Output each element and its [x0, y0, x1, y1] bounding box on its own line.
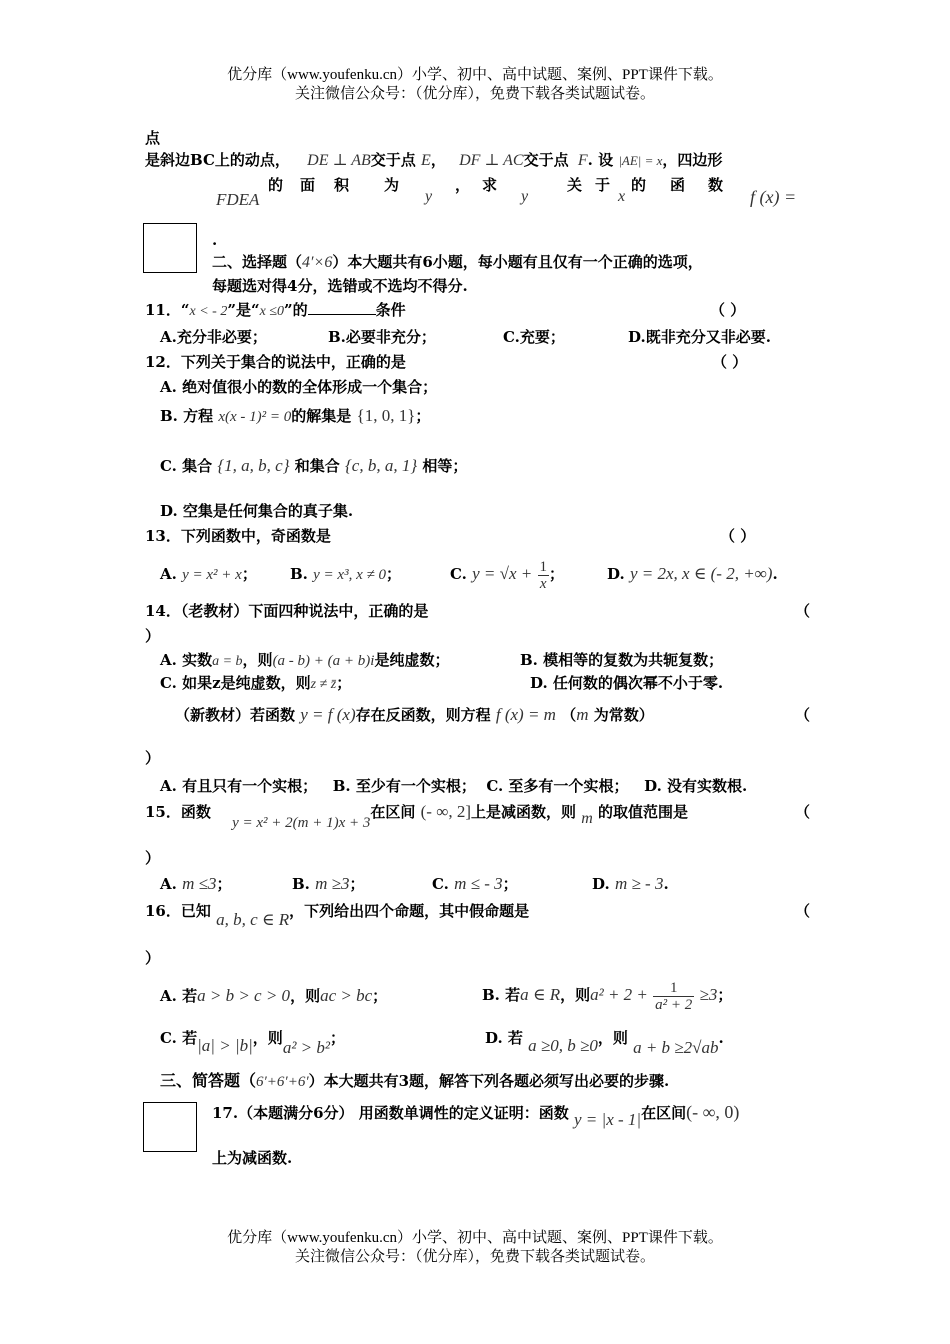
q10-y2: y — [521, 188, 529, 205]
q13-option-d: D. y = 2x, x ∈ (- 2, +∞). — [607, 564, 778, 583]
q14-option-b: B. 模相等的复数为共轭复数； — [520, 651, 724, 669]
q10-word-6: 求 — [482, 176, 498, 194]
q14-new-paren-open: （ — [795, 706, 811, 724]
fraction: $\frac{1}{\text{a² + 2}}$ — [655, 979, 693, 1013]
answer-blank[interactable] — [308, 300, 376, 315]
q10-fdea: FDEA — [216, 190, 260, 209]
q13-option-a: A. y = x² + x； — [160, 565, 257, 583]
q12-option-c: C. 集合 {1, a, b, c} 和集合 {c, b, a, 1} 相等； — [160, 456, 468, 475]
q15-option-b: B. m ≥3； — [292, 874, 365, 893]
q14-option-d: D. 任何数的偶次幂不小于零. — [530, 674, 724, 692]
q10-y1: y — [425, 188, 433, 205]
q10-word-4: 为 — [384, 176, 400, 194]
q16-stem: 16．已知 a, b, c ∈ R，下列给出四个命题，其中假命题是 — [145, 902, 530, 929]
q12-stem: 12．下列关于集合的说法中，正确的是 — [145, 353, 406, 371]
q10-word-3: 积 — [334, 176, 350, 194]
header-line-1: 优分库（www.youfenku.cn）小学、初中、高中试题、案例、PPT课件下载。 — [227, 67, 723, 83]
q10-end: . — [212, 231, 218, 249]
q10-word-1: 的 — [268, 176, 284, 194]
q11-option-a: A.充分非必要； — [160, 328, 267, 346]
q15-paren-close: ） — [145, 849, 161, 867]
footer-line-1: 优分库（www.youfenku.cn）小学、初中、高中试题、案例、PPT课件下载。 — [227, 1230, 723, 1246]
q12-option-d: D. 空集是任何集合的真子集. — [160, 502, 354, 520]
q12-answer-paren: （ ） — [712, 353, 748, 371]
q16-option-b: B. 若a ∈ R，则a² + 2 + $\frac{1}{\text{a² + 2}}$ ≥3； — [482, 979, 733, 1013]
q14-stem: 14．（老教材）下面四种说法中，正确的是 — [145, 602, 429, 620]
q14-option-a: A. 实数a = b，则(a - b) + (a + b)i是纯虚数； — [160, 651, 450, 669]
footer-line-2: 关注微信公众号：（优分库），免费下载各类试题试卷。 — [294, 1249, 655, 1265]
q10-line-1: 是斜边BC上的动点， DE ⊥ AB交于点 E， DF ⊥ AC交于点 F. 设 |AE| = x，四边形 — [145, 151, 723, 169]
q12-option-a: A. 绝对值很小的数的全体形成一个集合； — [160, 378, 438, 396]
q13-stem: 13．下列函数中，奇函数是 — [145, 527, 331, 545]
q15-option-d: D. m ≥ - 3. — [592, 874, 669, 893]
q10-word-2: 面 — [300, 176, 316, 194]
q10-fx: f (x) = — [750, 187, 797, 207]
q16-paren-open: （ — [795, 902, 811, 920]
q11-answer-paren: （ ） — [710, 301, 746, 319]
q11-option-c: C.充要； — [503, 328, 565, 346]
q11-stem: 11．“x < - 2”是“x ≤0”的 条件 — [145, 301, 406, 319]
q10-word-8: 于 — [595, 176, 611, 194]
q17-stem-line-2: 上为减函数. — [212, 1149, 293, 1167]
section-3-title: 三、简答题（6′+6′+6′）本大题共有3题，解答下列各题必须写出必要的步骤. — [160, 1071, 670, 1090]
q14-option-c: C. 如果z是纯虚数，则z ≠ z̄； — [160, 674, 352, 692]
q16-option-d: D. 若 a ≥0, b ≥0，则 a + b ≥2√ab. — [485, 1029, 724, 1057]
q14-new-paren-close: ） — [145, 749, 161, 767]
q15-option-c: C. m ≤ - 3； — [432, 874, 518, 893]
q10-word-9: 的 — [631, 176, 647, 194]
q16-option-a: A. 若a > b > c > 0，则ac > bc； — [160, 986, 388, 1005]
header-line-2: 关注微信公众号：（优分库），免费下载各类试题试卷。 — [294, 86, 655, 102]
q17-stem: 17.（本题满分6分） 用函数单调性的定义证明：函数 y = |x - 1|在区间(- ∞, 0) — [212, 1102, 740, 1129]
q13-answer-paren: （ ） — [720, 527, 756, 545]
q15-option-a: A. m ≤3； — [160, 874, 232, 893]
q11-option-d: D.既非充分又非必要. — [628, 328, 771, 346]
q10-x: x — [618, 188, 626, 205]
q10-word-5: ， — [455, 176, 471, 194]
q16-paren-close: ） — [145, 949, 161, 967]
q12-option-b: B. 方程 x(x - 1)² = 0的解集是 {1, 0, 1}； — [160, 406, 431, 425]
q11-option-b: B.必要非充分； — [328, 328, 436, 346]
fraction: $\frac{1}{x}$ — [539, 558, 547, 592]
q15-stem: 15．函数 y = x² + 2(m + 1)x + 3在区间 (- ∞, 2]上是减函数，则 m 的取值范围是 — [145, 802, 689, 831]
q10-word-10: 函 — [670, 176, 686, 194]
q14-paren-open: （ — [795, 602, 811, 620]
q10-line-0: 点 — [145, 129, 161, 147]
section-2-rules: 每题选对得4分，选错或不选均不得分. — [212, 277, 468, 295]
score-box — [143, 1102, 197, 1152]
score-box — [143, 223, 197, 273]
q14-paren-close: ） — [145, 627, 161, 645]
q13-option-b: B. y = x³, x ≠ 0； — [290, 565, 401, 583]
q14-new-options: A. 有且只有一个实根； B. 至少有一个实根； C. 至多有一个实根； D. 没有实数根. — [160, 777, 748, 795]
q16-option-c: C. 若|a| > |b|，则a² > b²； — [160, 1029, 345, 1057]
q13-option-c: C. y = √x + $\frac{1}{x}$ ； — [450, 558, 565, 592]
q10-word-11: 数 — [708, 176, 724, 194]
q15-paren-open: （ — [795, 803, 811, 821]
section-2-title: 二、选择题（4′×6）本大题共有6小题，每小题有且仅有一个正确的选项， — [212, 253, 703, 271]
q10-word-7: 关 — [567, 176, 583, 194]
q14-new-stem: （新教材）若函数 y = f (x)存在反函数，则方程 f (x) = m （m 为常数） — [175, 705, 654, 724]
